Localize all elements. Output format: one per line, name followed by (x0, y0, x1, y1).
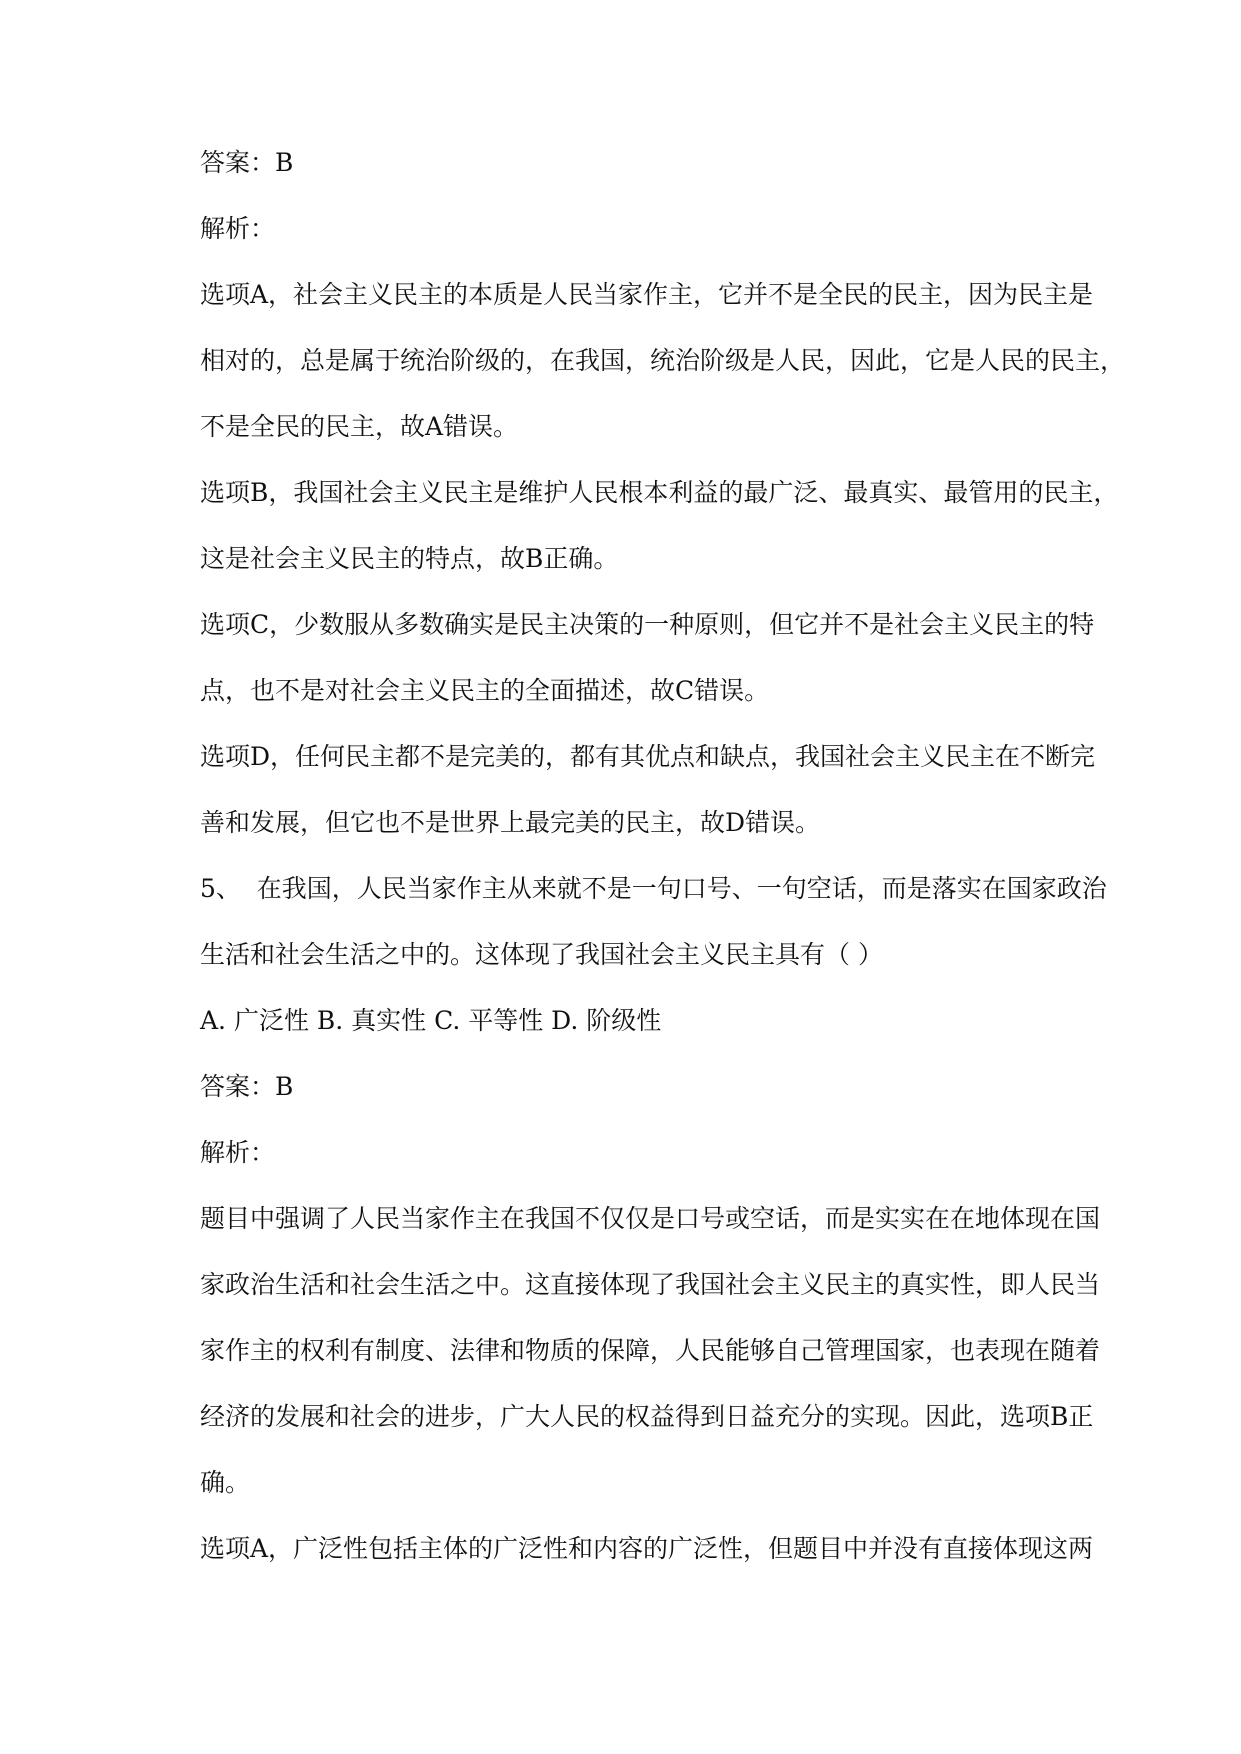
answer-line: 答案：B (200, 1072, 294, 1101)
paragraph-line: 选项B，我国社会主义民主是维护人民根本利益的最广泛、最真实、最管用的民主， (200, 478, 1119, 507)
paragraph-line: 确。 (200, 1468, 251, 1497)
analysis-heading: 解析： (200, 1138, 276, 1167)
paragraph-line: 题目中强调了人民当家作主在我国不仅仅是口号或空话，而是实实在在地体现在国 (200, 1204, 1101, 1233)
paragraph-line: 选项C，少数服从多数确实是民主决策的一种原则，但它并不是社会主义民主的特 (200, 610, 1095, 639)
document-page (200, 140, 1126, 1592)
paragraph-line: 点，也不是对社会主义民主的全面描述，故C错误。 (200, 676, 770, 705)
paragraph-line: 选项D，任何民主都不是完美的，都有其优点和缺点，我国社会主义民主在不断完 (200, 742, 1096, 771)
question-line: 生活和社会生活之中的。这体现了我国社会主义民主具有（ ） (200, 940, 883, 969)
paragraph-line: 选项A，社会主义民主的本质是人民当家作主，它并不是全民的民主，因为民主是 (200, 280, 1094, 309)
answer-line: 答案：B (200, 148, 294, 177)
question-options: A. 广泛性 B. 真实性 C. 平等性 D. 阶级性 (200, 1006, 662, 1035)
paragraph-line: 选项A，广泛性包括主体的广泛性和内容的广泛性，但题目中并没有直接体现这两 (200, 1534, 1094, 1563)
paragraph-line: 相对的，总是属于统治阶级的，在我国，统治阶级是人民，因此，它是人民的民主， (200, 346, 1126, 375)
analysis-heading: 解析： (200, 214, 276, 243)
paragraph-line: 家政治生活和社会生活之中。这直接体现了我国社会主义民主的真实性，即人民当 (200, 1270, 1101, 1299)
question-line: 5、 在我国，人民当家作主从来就不是一句口号、一句空话，而是落实在国家政治 (200, 874, 1107, 903)
paragraph-line: 经济的发展和社会的进步，广大人民的权益得到日益充分的实现。因此，选项B正 (200, 1402, 1094, 1431)
paragraph-line: 家作主的权利有制度、法律和物质的保障，人民能够自己管理国家，也表现在随着 (200, 1336, 1101, 1365)
paragraph-line: 这是社会主义民主的特点，故B正确。 (200, 544, 619, 573)
paragraph-line: 善和发展，但它也不是世界上最完美的民主，故D错误。 (200, 808, 821, 837)
paragraph-line: 不是全民的民主，故A错误。 (200, 412, 519, 441)
